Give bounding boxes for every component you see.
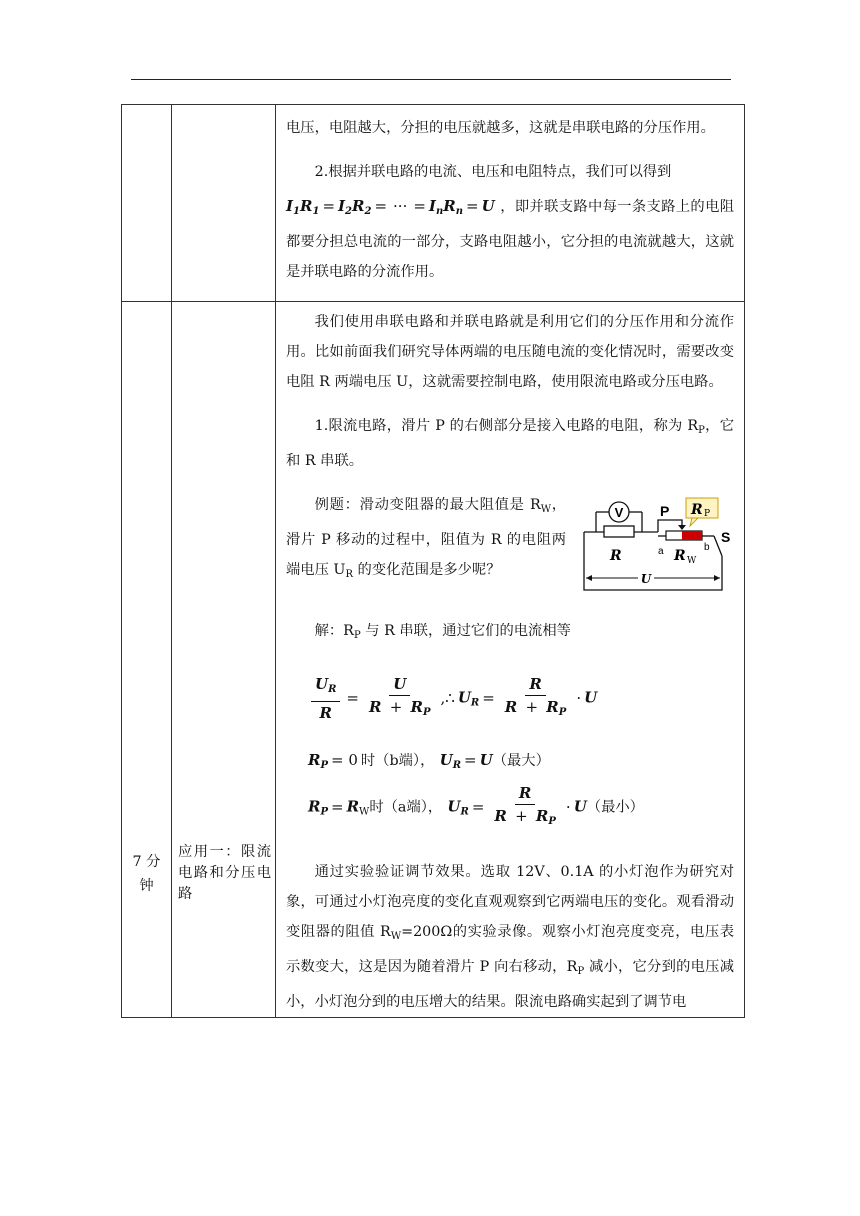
topic-label: 应用一：限流电路和分压电路 — [178, 844, 271, 902]
svg-text:V: V — [614, 505, 624, 520]
limit-circuit-paragraph: 1.限流电路，滑片 P 的右侧部分是接入电路的电阻，称为 $R_P$，它和 R 串联。 — [286, 418, 735, 469]
intro-paragraph: 我们使用串联电路和并联电路就是利用它们的分压作用和分流作用。比如前面我们研究导体两端的电压随电流的变化情况时，需要改变电阻 R 两端电压 U，这就需要控制电路，使用限流电路或分压电路。 — [286, 314, 734, 390]
circuit-diagram — [574, 494, 734, 602]
svg-text:U: U — [640, 572, 652, 586]
resistor-r — [604, 526, 634, 537]
content-cell-top — [276, 105, 745, 302]
parallel-rest: 要分担总电流的一部分，支路电阻越小，它分担的电流就越大，这就是并联电路的分流作用。 — [286, 234, 735, 280]
header-rule — [131, 79, 731, 80]
rheostat-active-part — [682, 531, 702, 540]
example-question: 例题：滑动变阻器的最大阻值是 $R_W$，滑片 P 移动的过程中，阻值为 R 的电阻两端电压 $U_R$ 的变化范围是多少呢？ — [286, 497, 567, 580]
parallel-explain: ，即并联支路中每一条支路上的电阻都 — [286, 199, 734, 250]
verify-paragraph: 通过实验验证调节效果。选取 12V、0.1A 的小灯泡作为研究对象，可通过小灯泡亮度的变化直观观察到它两端电压的变化。观看滑动变阻器的阻值 $R_W=200\Omega$的实验录像。观察小灯泡亮度变亮，电压表示数变大，这是因为随着滑片 P 向右移动，$R_P$ 减小，它分到的电压减小，小灯泡分到的电压增大的结果。限流电路确实起到了调节电 — [286, 864, 734, 1010]
time-cell — [122, 302, 172, 1018]
parallel-equation: $I_1R_1 = I_2R_2$ = ··· = $I_nR_n = U$ — [286, 197, 495, 217]
svg-text:S: S — [721, 529, 731, 545]
table-row-top — [122, 105, 745, 302]
lesson-table — [121, 104, 745, 1018]
svg-text:R: R — [691, 502, 703, 518]
parallel-intro: 2.根据并联电路的电流、电压和电阻特点，我们可以得到 — [314, 164, 672, 180]
svg-text:R: R — [674, 548, 686, 564]
time-line2: 钟 — [139, 878, 154, 894]
topic-cell-empty — [172, 105, 276, 302]
solution-intro: 解：$R_P$ 与 R 串联，通过它们的电流相等 — [314, 623, 571, 641]
svg-text:P: P — [704, 509, 711, 519]
content-cell-main — [276, 302, 745, 1018]
time-cell-empty — [122, 105, 172, 302]
svg-text:R: R — [610, 548, 622, 564]
svg-text:b: b — [704, 542, 710, 553]
svg-text:P: P — [660, 503, 670, 519]
case-max: $R_P = 0$ 时（b端）， $U_R = U$（最大） — [308, 751, 550, 771]
time-line1: 7 分 — [132, 854, 161, 870]
series-summary: 电压，电阻越大，分担的电压就越多，这就是串联电路的分压作用。 — [286, 120, 715, 136]
topic-cell — [172, 302, 276, 1018]
ratio-equation: $\frac{U_R}{R}$ = $\frac{U}{R + R_P}$ ,∴ $U_R$ = $\frac{R}{R + R_P}$ · U — [286, 673, 734, 724]
svg-text:a: a — [658, 546, 664, 557]
case-min: $R_P = R_W$时（a端）， $U_R$ = $\frac{R}{R + R_P}$ · U（最小） — [308, 784, 644, 827]
svg-text:W: W — [687, 556, 697, 566]
table-row-main — [122, 302, 745, 1018]
